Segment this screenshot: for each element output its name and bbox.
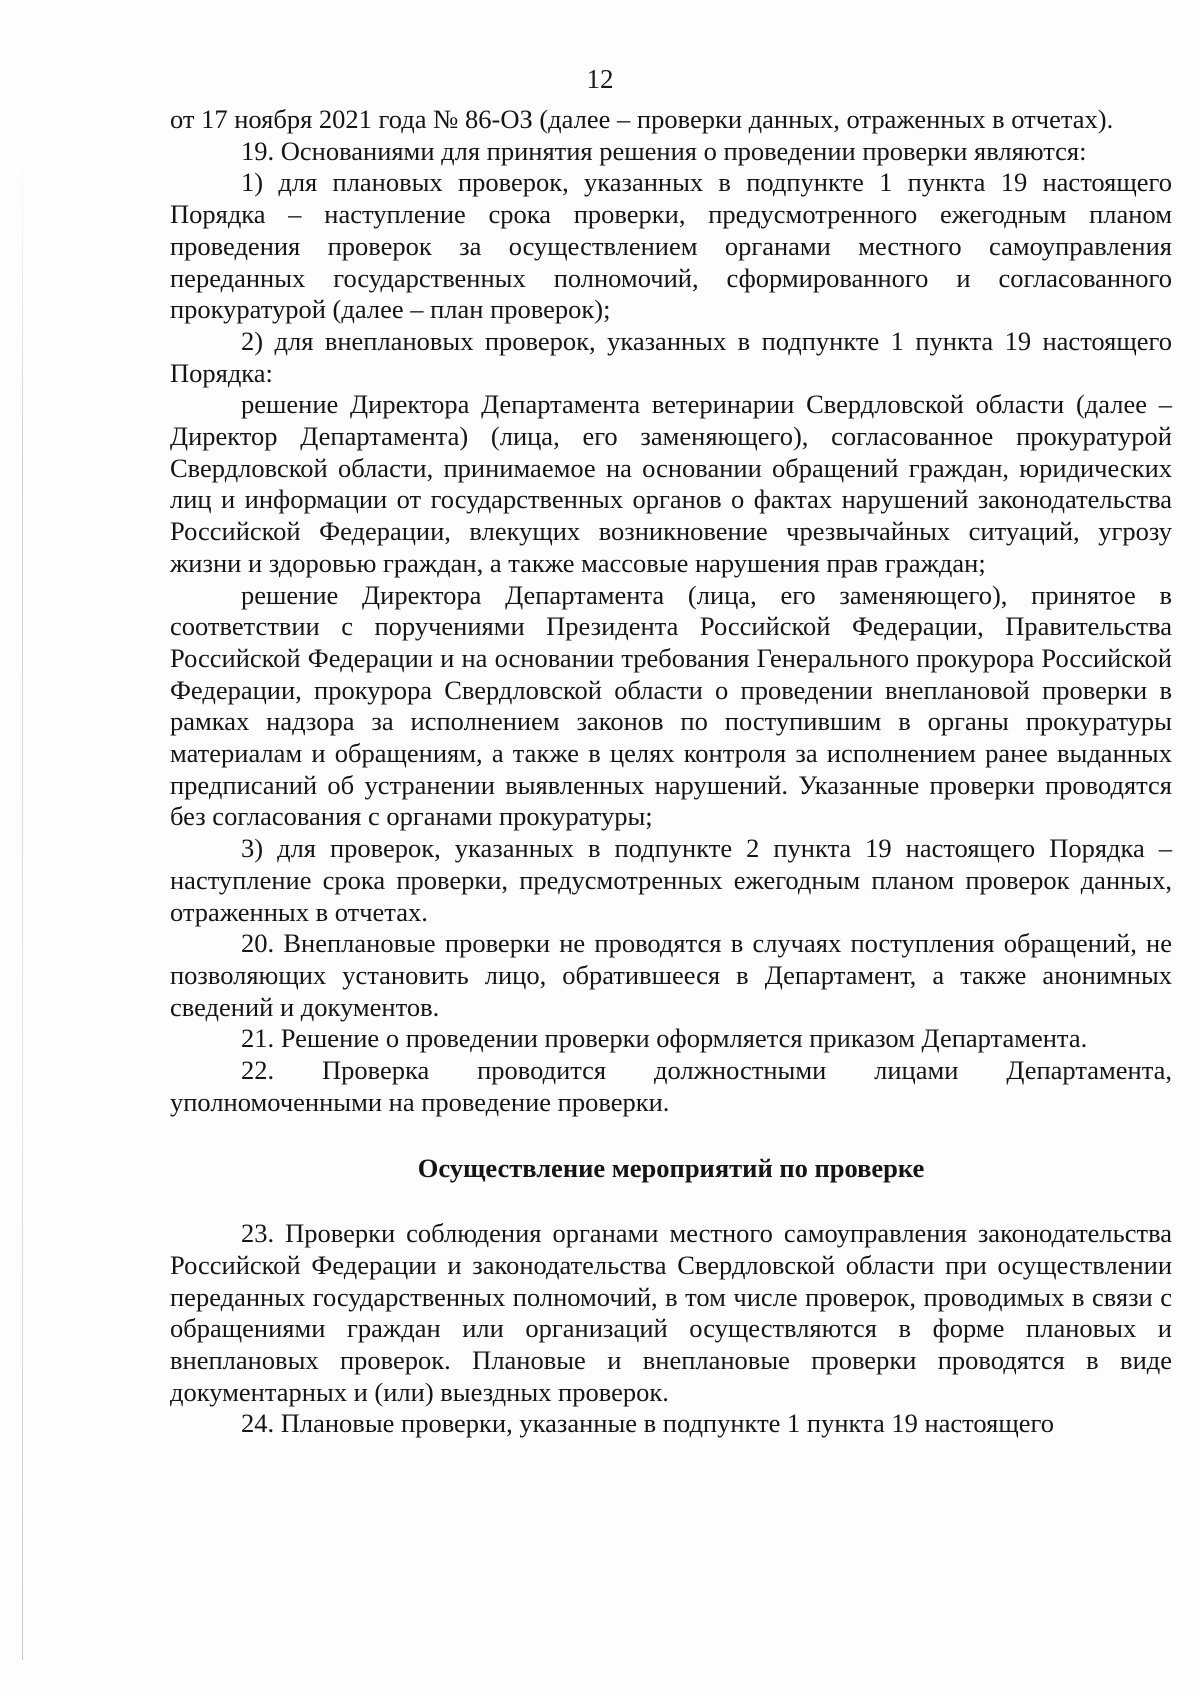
paragraph-24: 24. Плановые проверки, указанные в подпункте 1 пункта 19 настоящего <box>241 1408 1054 1439</box>
paragraph-22: 22. Проверка проводится должностными лицами Департамента, уполномоченными на проведение проверки. <box>170 1055 1172 1117</box>
paragraph-19-2: 2) для внеплановых проверок, указанных в подпункте 1 пункта 19 настоящего Порядка: <box>170 325 1172 388</box>
paragraph-23: 23. Проверки соблюдения органами местного самоуправления законодательства Российской Федерации и законодательства Свердловской области при осуществлении переданных государственных полномочий, в том числе проверок, проводимых в связи с обращениями граждан или организаций осуществляются в форме плановых и внеплановых проверок. Плановые и внеплановые проверки проводятся в виде документарных и (или) выездных проверок. <box>170 1218 1172 1407</box>
document-body <box>170 104 1172 1440</box>
paragraph-19-3: 3) для проверок, указанных в подпункте 2 пункта 19 настоящего Порядка – наступление срока проверки, предусмотренных ежегодным планом проверок данных, отраженных в отчетах. <box>170 833 1172 927</box>
page-number: 12 <box>586 64 614 94</box>
paragraph-19-2-decision-b: решение Директора Департамента (лица, его заменяющего), принятое в соответствии с поручениями Президента Российской Федерации, Правительства Российской Федерации и на основании требования Генерального прокурора Российской Федерации, прокурора Свердловской области о проведении внеплановой проверки в рамках надзора за исполнением законов по поступившим в органы прокуратуры материалам и обращениям, а также в целях контроля за исполнением ранее выданных предписаний об устранении выявленных нарушений. Указанные проверки проводятся без согласования с органами прокуратуры; <box>170 579 1172 832</box>
paragraph-19: 19. Основаниями для принятия решения о проведении проверки являются: <box>241 135 1087 166</box>
paragraph-19-1: 1) для плановых проверок, указанных в подпункте 1 пункта 19 настоящего Порядка – наступление срока проверки, предусмотренного ежегодным планом проведения проверок за осуществлением органами местного самоуправления переданных государственных полномочий, сформированного и согласованного прокуратурой (далее – план проверок); <box>170 167 1172 325</box>
paragraph-21: 21. Решение о проведении проверки оформляется приказом Департамента. <box>241 1023 1088 1054</box>
paragraph-20: 20. Внеплановые проверки не проводятся в случаях поступления обращений, не позволяющих установить лицо, обратившееся в Департамент, а также анонимных сведений и документов. <box>170 928 1172 1022</box>
section-heading: Осуществление мероприятий по проверке <box>417 1152 925 1183</box>
paragraph-continuation: от 17 ноября 2021 года № 86-ОЗ (далее – проверки данных, отраженных в отчетах). <box>170 104 1114 134</box>
scan-edge-line <box>22 160 23 1660</box>
paragraph-19-2-decision-a: решение Директора Департамента ветеринарии Свердловской области (далее – Директор Департамента) (лица, его заменяющего), согласованное прокуратурой Свердловской области, принимаемое на основании обращений граждан, юридических лиц и информации от государственных органов о фактах нарушений законодательства Российской Федерации, влекущих возникновение чрезвычайных ситуаций, угрозу жизни и здоровью граждан, а также массовые нарушения прав граждан; <box>170 389 1172 578</box>
